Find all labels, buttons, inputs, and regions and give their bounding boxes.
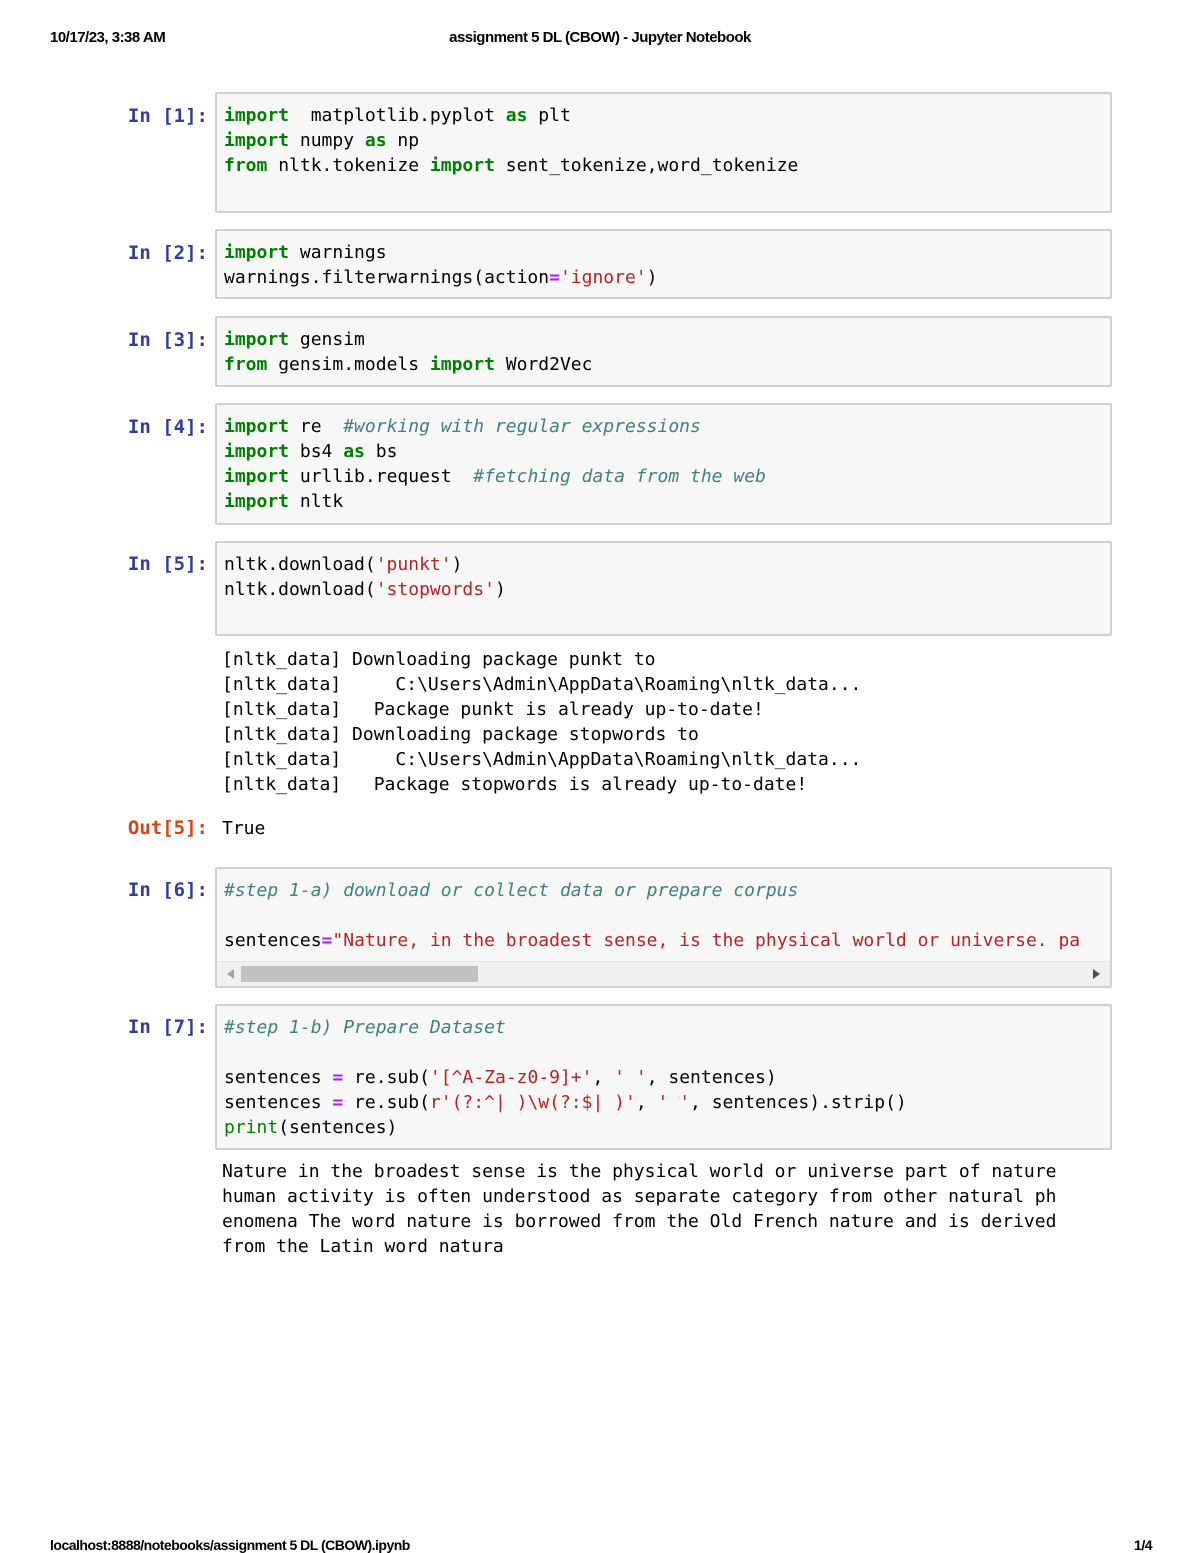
print-header-title: assignment 5 DL (CBOW) - Jupyter Notebook xyxy=(449,29,751,46)
code-token: as xyxy=(364,130,387,151)
cell-7-input[interactable] xyxy=(215,1004,1112,1150)
code-token: ) xyxy=(646,267,658,288)
code-token: re.sub( xyxy=(343,1067,430,1088)
code-token: import xyxy=(429,354,495,375)
code-token: 'punkt' xyxy=(375,554,452,575)
code-token: #step 1-a) download or collect data or prepare corpus xyxy=(224,880,799,901)
code-token: (sentences) xyxy=(278,1117,398,1138)
cell-4-prompt: In [4]: xyxy=(127,416,208,438)
code-line xyxy=(224,441,397,462)
code-token: plt xyxy=(527,105,571,126)
code-token: , sentences) xyxy=(646,1067,777,1088)
code-token: urllib.request xyxy=(289,466,474,487)
cell-3-code[interactable] xyxy=(224,327,593,377)
cell-5-result: True xyxy=(222,818,266,839)
code-line xyxy=(224,1117,397,1138)
cell-4-input[interactable] xyxy=(215,403,1112,525)
code-token: gensim xyxy=(289,329,365,350)
cell-2-input[interactable] xyxy=(215,229,1112,299)
code-token: import xyxy=(224,491,290,512)
code-token: nltk xyxy=(289,491,344,512)
code-line xyxy=(224,579,506,600)
code-line xyxy=(224,242,387,263)
code-token: , xyxy=(635,1092,658,1113)
code-token: nltk.tokenize xyxy=(267,155,430,176)
code-token: = xyxy=(321,930,333,951)
scroll-right-arrow-icon[interactable] xyxy=(1093,969,1100,979)
code-token: import xyxy=(224,329,290,350)
cell-6-horizontal-scrollbar[interactable] xyxy=(217,961,1110,986)
code-token: warnings xyxy=(289,242,387,263)
code-token: from xyxy=(224,354,268,375)
code-token: ' ' xyxy=(614,1067,647,1088)
code-token: ) xyxy=(494,579,506,600)
code-token: import xyxy=(429,155,495,176)
cell-7-stdout-output: Nature in the broadest sense is the physical world or universe part of nature human activity is often understood as separate category from other natural ph enomena The word nature is borrowed from the Old French nature and is derived from the Latin word natura xyxy=(222,1161,1057,1257)
code-token: as xyxy=(343,441,365,462)
cell-5-out-prompt: Out[5]: xyxy=(127,817,208,839)
code-token: import xyxy=(224,105,290,126)
cell-7-code[interactable] xyxy=(224,1015,907,1140)
scrollbar-thumb[interactable] xyxy=(241,966,478,982)
cell-5-stderr-output: [nltk_data] Downloading package punkt to [nltk_data] C:\Users\Admin\AppData\Roaming\nltk_data... [nltk_data] Package punkt is already up-to-date! [nltk_data] Downloading package stopwords to [nltk_data] C:\Users\Admin\AppData\Roaming\nltk_data... [nltk_data] Package stopwords is already up-to-date! xyxy=(222,649,862,795)
code-token: nltk.download( xyxy=(224,554,376,575)
code-line xyxy=(224,930,1080,951)
code-line xyxy=(224,554,462,575)
code-token: re xyxy=(289,416,344,437)
cell-2-code[interactable] xyxy=(224,240,658,290)
cell-1-code[interactable] xyxy=(224,103,798,178)
code-line xyxy=(224,130,419,151)
code-token: #step 1-b) Prepare Dataset xyxy=(224,1017,506,1038)
code-line xyxy=(224,354,593,375)
cell-6-prompt: In [6]: xyxy=(127,879,208,901)
code-line xyxy=(224,155,798,176)
code-token: "Nature, in the broadest sense, is the physical world or universe. pa xyxy=(332,930,1081,951)
code-token: as xyxy=(505,105,528,126)
scroll-left-arrow-icon[interactable] xyxy=(227,969,234,979)
code-token: import xyxy=(224,466,290,487)
print-header-datetime: 10/17/23, 3:38 AM xyxy=(50,29,166,46)
code-token: sentences xyxy=(224,1092,333,1113)
code-line xyxy=(224,880,798,901)
code-token: gensim.models xyxy=(267,354,430,375)
code-token: matplotlib.pyplot xyxy=(289,105,506,126)
code-token: , xyxy=(592,1067,615,1088)
print-footer-url: localhost:8888/notebooks/assignment 5 DL (CBOW).ipynb xyxy=(50,1537,410,1553)
code-token: r'(?:^| )\w(?:$| )' xyxy=(429,1092,636,1113)
cell-4-code[interactable] xyxy=(224,414,766,514)
code-token: sentences xyxy=(224,930,322,951)
code-token: import xyxy=(224,441,290,462)
code-token: nltk.download( xyxy=(224,579,376,600)
code-token: sent_tokenize,word_tokenize xyxy=(494,155,799,176)
code-line xyxy=(224,329,365,350)
code-token: #working with regular expressions xyxy=(343,416,701,437)
code-token: bs xyxy=(364,441,398,462)
code-token: import xyxy=(224,416,290,437)
cell-2-prompt: In [2]: xyxy=(127,242,208,264)
code-line xyxy=(224,416,701,437)
cell-7-prompt: In [7]: xyxy=(127,1016,208,1038)
code-line xyxy=(224,1092,907,1113)
code-token: , sentences).strip() xyxy=(690,1092,907,1113)
print-footer-page: 1/4 xyxy=(1134,1537,1152,1553)
code-token: re.sub( xyxy=(343,1092,430,1113)
code-token: ' ' xyxy=(657,1092,691,1113)
code-line xyxy=(224,267,658,288)
code-token: np xyxy=(386,130,420,151)
code-token: Word2Vec xyxy=(494,354,593,375)
code-token: warnings.filterwarnings(action xyxy=(224,267,550,288)
code-token: print xyxy=(224,1117,279,1138)
cell-1-prompt: In [1]: xyxy=(127,105,208,127)
cell-1-input[interactable] xyxy=(215,92,1112,213)
code-token: 'ignore' xyxy=(559,267,647,288)
code-token: #fetching data from the web xyxy=(473,466,766,487)
code-token: numpy xyxy=(289,130,365,151)
code-token: 'stopwords' xyxy=(375,579,495,600)
code-line xyxy=(224,1017,506,1038)
code-line xyxy=(224,105,571,126)
cell-5-input[interactable] xyxy=(215,541,1112,636)
code-token: = xyxy=(332,1092,344,1113)
cell-3-prompt: In [3]: xyxy=(127,329,208,351)
code-token: import xyxy=(224,130,290,151)
code-line xyxy=(224,491,343,512)
cell-5-code[interactable] xyxy=(224,552,506,602)
code-token: = xyxy=(549,267,560,288)
code-token: sentences xyxy=(224,1067,333,1088)
code-token: = xyxy=(332,1067,344,1088)
code-token: ) xyxy=(451,554,463,575)
code-token: from xyxy=(224,155,268,176)
code-token: '[^A-Za-z0-9]+' xyxy=(429,1067,593,1088)
code-line xyxy=(224,466,766,487)
cell-6-code[interactable] xyxy=(224,878,1080,953)
code-line xyxy=(224,1067,777,1088)
scrollbar-track[interactable] xyxy=(241,966,1086,982)
cell-5-prompt: In [5]: xyxy=(127,553,208,575)
code-token: bs4 xyxy=(289,441,344,462)
cell-3-input[interactable] xyxy=(215,316,1112,387)
cell-6-input[interactable] xyxy=(215,867,1112,988)
code-token: import xyxy=(224,242,290,263)
